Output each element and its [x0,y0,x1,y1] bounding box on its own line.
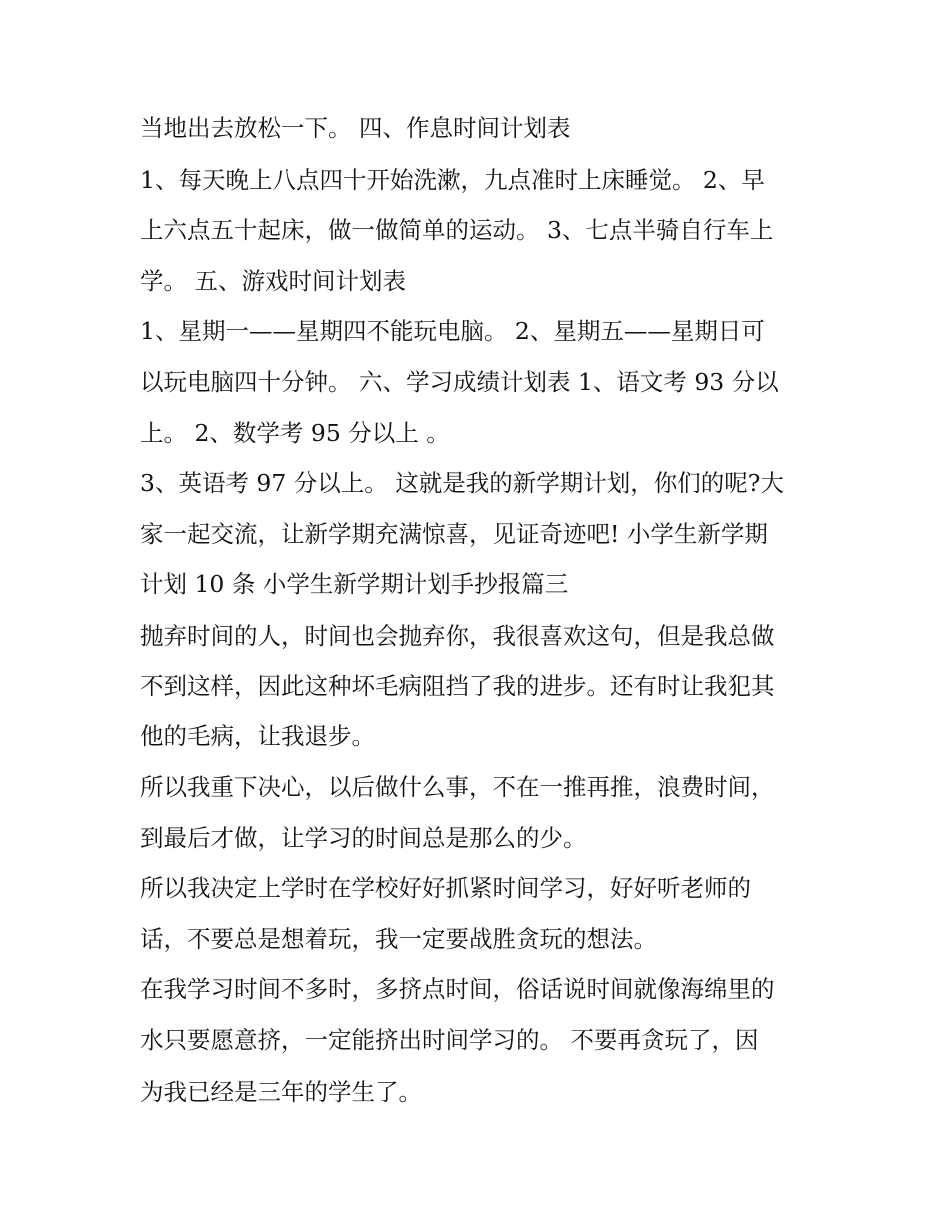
text-line: 3、英语考 97 分以上。 这就是我的新学期计划，你们的呢?大 [140,469,784,497]
text-line: 上六点五十起床，做一做简单的运动。 3、七点半骑自行车上 [140,216,774,244]
text-line: 上。 2、数学考 95 分以上 。 [140,419,450,447]
text-line: 1、每天晚上八点四十开始洗漱，九点准时上床睡觉。 2、早 [140,166,765,194]
text-line: 计划 10 条 小学生新学期计划手抄报篇三 [140,570,569,598]
text-line: 水只要愿意挤，一定能挤出时间学习的。 不要再贪玩了，因 [140,1026,759,1054]
text-line: 家一起交流，让新学期充满惊喜，见证奇迹吧! 小学生新学期 [140,520,768,548]
text-line: 不到这样，因此这种坏毛病阻挡了我的进步。还有时让我犯其 [140,672,775,700]
text-line: 他的毛病，让我退步。 [140,722,375,750]
text-line: 所以我决定上学时在学校好好抓紧时间学习，好好听老师的 [140,874,751,902]
text-line: 话，不要总是想着玩，我一定要战胜贪玩的想法。 [140,925,657,953]
text-line: 抛弃时间的人，时间也会抛弃你，我很喜欢这句，但是我总做 [140,622,775,650]
text-line: 当地出去放松一下。 四、作息时间计划表 [140,114,571,142]
text-line: 1、星期一——星期四不能玩电脑。 2、星期五——星期日可 [140,317,765,345]
text-line: 学。 五、游戏时间计划表 [140,267,406,295]
text-line: 到最后才做，让学习的时间总是那么的少。 [140,824,587,852]
text-line: 在我学习时间不多时，多挤点时间，俗话说时间就像海绵里的 [140,975,775,1003]
text-line: 以玩电脑四十分钟。 六、学习成绩计划表 1、语文考 93 分以 [140,368,779,396]
text-line: 为我已经是三年的学生了。 [140,1078,422,1106]
text-line: 所以我重下决心，以后做什么事，不在一推再推，浪费时间， [140,773,775,801]
